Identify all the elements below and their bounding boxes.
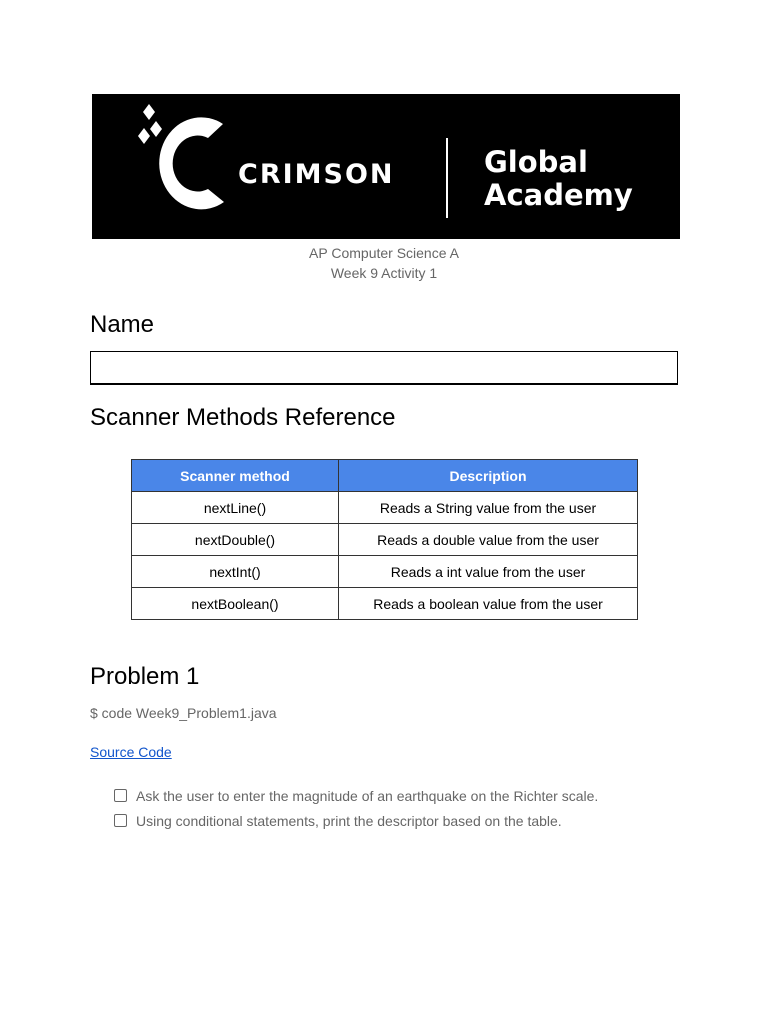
name-input[interactable] bbox=[90, 351, 678, 385]
command-text: $ code Week9_Problem1.java bbox=[90, 705, 277, 721]
checklist-item bbox=[114, 783, 598, 808]
table-row bbox=[132, 492, 638, 524]
crimson-logo-icon bbox=[132, 102, 242, 226]
name-heading: Name bbox=[90, 311, 155, 338]
task-text: Using conditional statements, print the descriptor based on the table. bbox=[136, 812, 562, 829]
scanner-heading: Scanner Methods Reference bbox=[90, 404, 396, 431]
problem-heading: Problem 1 bbox=[90, 663, 200, 690]
scanner-methods-table bbox=[131, 459, 638, 620]
table-row bbox=[132, 588, 638, 620]
academy-name bbox=[484, 146, 633, 212]
description-cell: Reads a int value from the user bbox=[339, 556, 638, 588]
table-row bbox=[132, 556, 638, 588]
task-checkbox[interactable] bbox=[114, 814, 127, 827]
banner-divider bbox=[446, 138, 448, 218]
academy-name-line1: Global bbox=[484, 145, 588, 179]
course-title: AP Computer Science A bbox=[309, 245, 459, 261]
task-checklist bbox=[114, 783, 598, 833]
table-header-row bbox=[132, 460, 638, 492]
source-code-link[interactable]: Source Code bbox=[90, 744, 172, 760]
description-cell: Reads a String value from the user bbox=[339, 492, 638, 524]
table-row bbox=[132, 524, 638, 556]
description-cell: Reads a boolean value from the user bbox=[339, 588, 638, 620]
checklist-item bbox=[114, 808, 598, 833]
brand-name: CRIMSON bbox=[238, 159, 395, 190]
column-header: Scanner method bbox=[132, 460, 339, 492]
description-cell: Reads a double value from the user bbox=[339, 524, 638, 556]
method-cell: nextBoolean() bbox=[132, 588, 339, 620]
task-text: Ask the user to enter the magnitude of an earthquake on the Richter scale. bbox=[136, 787, 599, 804]
method-cell: nextLine() bbox=[132, 492, 339, 524]
method-cell: nextInt() bbox=[132, 556, 339, 588]
academy-name-line2: Academy bbox=[484, 178, 633, 212]
activity-title: Week 9 Activity 1 bbox=[330, 265, 438, 281]
column-header: Description bbox=[339, 460, 638, 492]
header-banner bbox=[92, 94, 680, 239]
task-checkbox[interactable] bbox=[114, 789, 127, 802]
method-cell: nextDouble() bbox=[132, 524, 339, 556]
